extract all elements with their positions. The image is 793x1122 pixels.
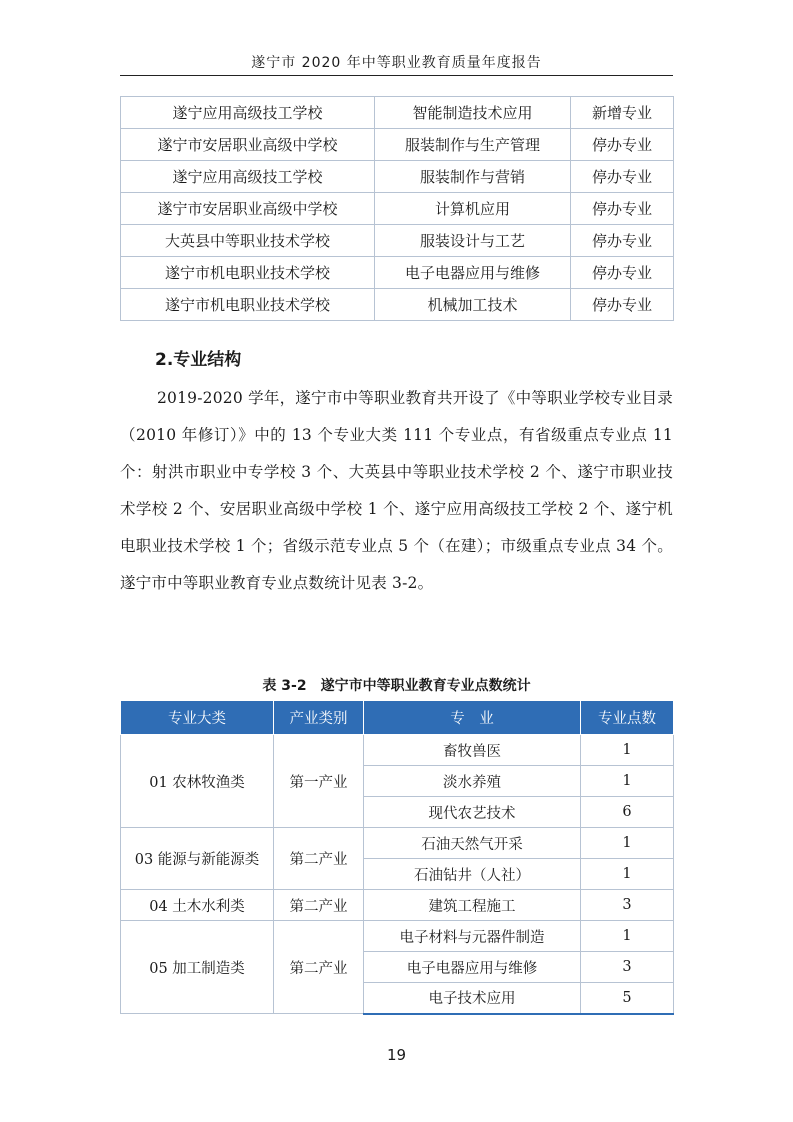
- table-row: [121, 225, 674, 257]
- industry-cell: 第二产业: [274, 921, 364, 1014]
- major-cell: 智能制造技术应用: [375, 97, 571, 129]
- count-cell: 5: [581, 983, 674, 1014]
- header-major: 专 业: [364, 701, 581, 735]
- running-header: 遂宁市 2020 年中等职业教育质量年度报告: [251, 55, 542, 71]
- major-cell: 现代农艺技术: [364, 797, 581, 828]
- section-heading: 2.专业结构: [155, 350, 242, 370]
- school-cell: 遂宁市安居职业高级中学校: [121, 193, 375, 225]
- school-cell: 大英县中等职业技术学校: [121, 225, 375, 257]
- major-cell: 服装制作与营销: [375, 161, 571, 193]
- header-rule: [120, 75, 673, 76]
- count-cell: 1: [581, 828, 674, 859]
- school-cell: 遂宁市机电职业技术学校: [121, 289, 375, 321]
- status-cell: 新增专业: [571, 97, 674, 129]
- count-cell: 1: [581, 859, 674, 890]
- table-row: [121, 735, 674, 766]
- category-cell: 03 能源与新能源类: [121, 828, 274, 890]
- count-cell: 3: [581, 890, 674, 921]
- school-cell: 遂宁应用高级技工学校: [121, 161, 375, 193]
- count-cell: 1: [581, 766, 674, 797]
- status-cell: 停办专业: [571, 161, 674, 193]
- major-cell: 电子材料与元器件制造: [364, 921, 581, 952]
- major-cell: 电子技术应用: [364, 983, 581, 1014]
- major-cell: 计算机应用: [375, 193, 571, 225]
- count-cell: 6: [581, 797, 674, 828]
- body-paragraph: 2019-2020 学年，遂宁市中等职业教育共开设了《中等职业学校专业目录（2010 年修订）》中的 13 个专业大类 111 个专业点，有省级重点专业点 11 个：射洪市职业中专学校 3 个、大英县中等职业技术学校 2 个、遂宁市职业技术学校 2 个、安居职业高级中学校 1 个、遂宁应用高级技工学校 2 个、遂宁机电职业技术学校 1 个；省级示范专业点 5 个（在建）；市级重点专业点 34 个。遂宁市中等职业教育专业点数统计见表 3-2。: [120, 389, 673, 592]
- industry-cell: 第二产业: [274, 890, 364, 921]
- major-cell: 建筑工程施工: [364, 890, 581, 921]
- major-changes-table: [120, 96, 674, 321]
- status-cell: 停办专业: [571, 193, 674, 225]
- major-cell: 服装制作与生产管理: [375, 129, 571, 161]
- table-caption: 表 3-2 遂宁市中等职业教育专业点数统计: [262, 678, 531, 694]
- major-cell: 畜牧兽医: [364, 735, 581, 766]
- major-cell: 服装设计与工艺: [375, 225, 571, 257]
- table-row: [121, 97, 674, 129]
- industry-cell: 第二产业: [274, 828, 364, 890]
- page-number: 19: [386, 1046, 407, 1064]
- status-cell: 停办专业: [571, 225, 674, 257]
- table-row: [121, 161, 674, 193]
- header-category: 专业大类: [121, 701, 274, 735]
- school-cell: 遂宁应用高级技工学校: [121, 97, 375, 129]
- status-cell: 停办专业: [571, 289, 674, 321]
- table-row: [121, 129, 674, 161]
- category-cell: 01 农林牧渔类: [121, 735, 274, 828]
- category-cell: 04 土木水利类: [121, 890, 274, 921]
- table-row: [121, 257, 674, 289]
- status-cell: 停办专业: [571, 257, 674, 289]
- count-cell: 3: [581, 952, 674, 983]
- school-cell: 遂宁市安居职业高级中学校: [121, 129, 375, 161]
- header-industry: 产业类别: [274, 701, 364, 735]
- count-cell: 1: [581, 921, 674, 952]
- major-stats-table: [120, 700, 674, 1015]
- industry-cell: 第一产业: [274, 735, 364, 828]
- major-cell: 石油天然气开采: [364, 828, 581, 859]
- major-cell: 石油钻井（人社）: [364, 859, 581, 890]
- major-cell: 电子电器应用与维修: [375, 257, 571, 289]
- major-cell: 电子电器应用与维修: [364, 952, 581, 983]
- table-row: [121, 921, 674, 952]
- major-cell: 淡水养殖: [364, 766, 581, 797]
- major-cell: 机械加工技术: [375, 289, 571, 321]
- table-row: [121, 828, 674, 859]
- header-count: 专业点数: [581, 701, 674, 735]
- table-row: [121, 193, 674, 225]
- count-cell: 1: [581, 735, 674, 766]
- table-row: [121, 289, 674, 321]
- table-row: [121, 890, 674, 921]
- school-cell: 遂宁市机电职业技术学校: [121, 257, 375, 289]
- category-cell: 05 加工制造类: [121, 921, 274, 1014]
- table-header-row: [121, 701, 674, 735]
- status-cell: 停办专业: [571, 129, 674, 161]
